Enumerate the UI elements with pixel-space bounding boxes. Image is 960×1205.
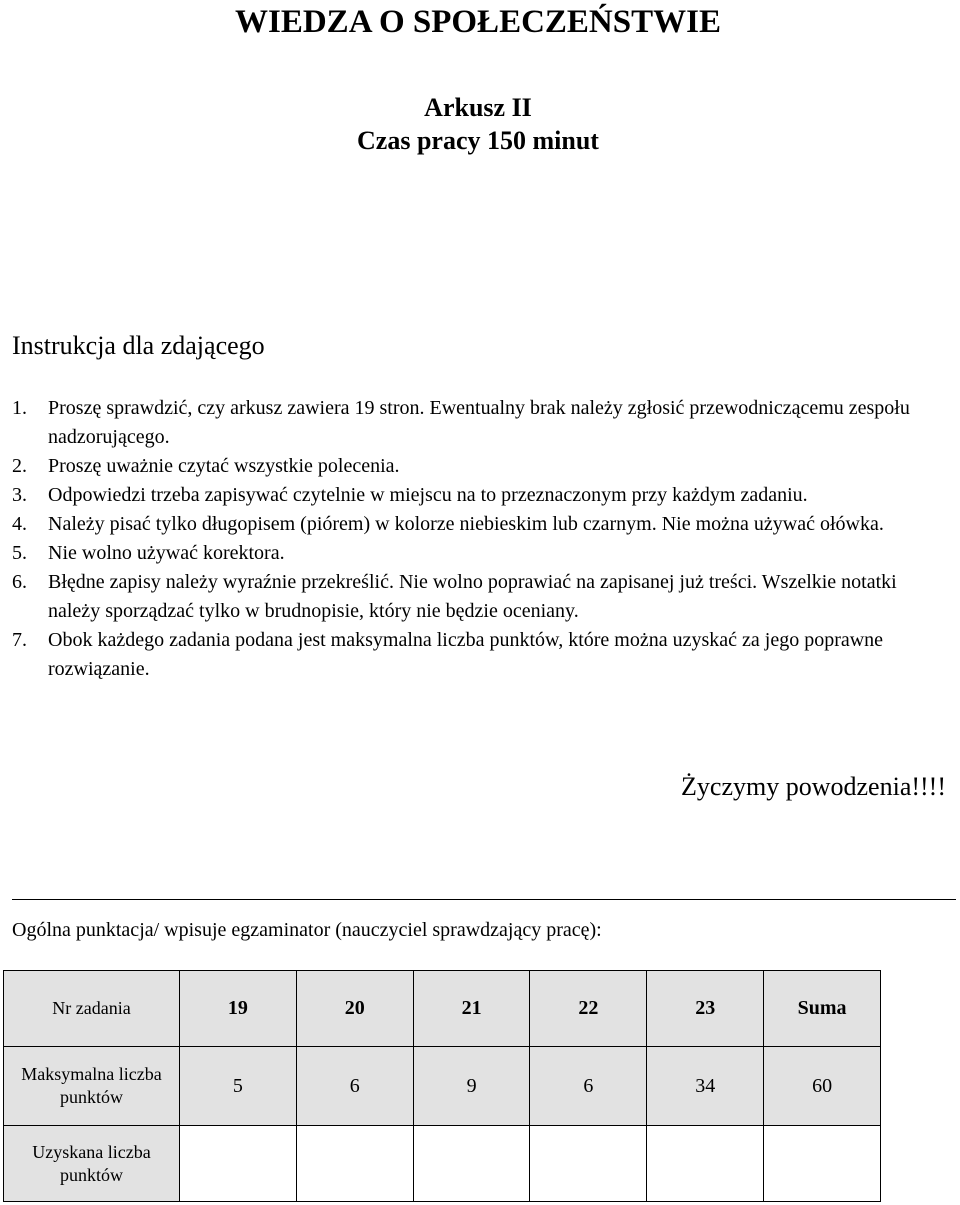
time-label: Czas pracy 150 minut: [357, 126, 599, 155]
instruction-text: Błędne zapisy należy wyraźnie przekreślić. Nie wolno poprawiać na zapisanej już treści. Wszelkie notatki należy sporządzać tylko w brudnopisie, który nie będzie oceniany.: [48, 571, 897, 622]
instruction-text: Odpowiedzi trzeba zapisywać czytelnie w miejscu na to przeznaczonym przy każdym zadaniu.: [48, 484, 808, 506]
instruction-item: [12, 510, 942, 539]
table-row-task-numbers: [4, 971, 881, 1047]
obtained-points-cell[interactable]: [180, 1126, 297, 1202]
scoring-table: [3, 970, 881, 1202]
task-number-cell: 20: [296, 971, 413, 1047]
task-number-cell: 23: [647, 971, 764, 1047]
obtained-points-cell[interactable]: [530, 1126, 647, 1202]
good-luck-message: Życzymy powodzenia!!!!: [681, 772, 946, 801]
task-number-cell: 22: [530, 971, 647, 1047]
instruction-item: [12, 481, 942, 510]
instruction-number: 3.: [12, 484, 27, 506]
max-points-cell: 6: [296, 1047, 413, 1126]
max-points-cell: 34: [647, 1047, 764, 1126]
task-number-cell: 19: [180, 971, 297, 1047]
instruction-number: 4.: [12, 513, 27, 535]
instruction-text: Nie wolno używać korektora.: [48, 542, 285, 564]
max-points-cell: 5: [180, 1047, 297, 1126]
instruction-text: Proszę sprawdzić, czy arkusz zawiera 19 stron. Ewentualny brak należy zgłosić przewodniczącemu zespołu nadzorującego.: [48, 397, 910, 448]
obtained-points-cell[interactable]: [647, 1126, 764, 1202]
instruction-item: [12, 539, 942, 568]
max-points-cell: 6: [530, 1047, 647, 1126]
scoring-label: Ogólna punktacja/ wpisuje egzaminator (nauczyciel sprawdzający pracę):: [12, 919, 602, 941]
instructions-list: [12, 394, 942, 684]
row-header-obtained-points: Uzyskana liczba punktów: [4, 1126, 180, 1202]
table-row-max-points: [4, 1047, 881, 1126]
instruction-text: Należy pisać tylko długopisem (piórem) w kolorze niebieskim lub czarnym. Nie można używać ołówka.: [48, 513, 884, 535]
obtained-points-sum-cell[interactable]: [764, 1126, 881, 1202]
instruction-item: [12, 452, 942, 481]
obtained-points-cell[interactable]: [413, 1126, 530, 1202]
max-points-sum-cell: 60: [764, 1047, 881, 1126]
instruction-number: 2.: [12, 455, 27, 477]
instructions-heading: Instrukcja dla zdającego: [12, 331, 265, 360]
row-header-task-number: Nr zadania: [4, 971, 180, 1047]
instruction-text: Obok każdego zadania podana jest maksymalna liczba punktów, które można uzyskać za jego poprawne rozwiązanie.: [48, 629, 884, 680]
task-number-cell: 21: [413, 971, 530, 1047]
instruction-item: [12, 394, 942, 452]
document-title: WIEDZA O SPOŁECZEŃSTWIE: [235, 4, 721, 40]
instruction-number: 6.: [12, 571, 27, 593]
sum-header-cell: Suma: [764, 971, 881, 1047]
instruction-number: 7.: [12, 629, 27, 651]
obtained-points-cell[interactable]: [296, 1126, 413, 1202]
table-row-obtained-points: [4, 1126, 881, 1202]
max-points-cell: 9: [413, 1047, 530, 1126]
row-header-max-points: Maksymalna liczba punktów: [4, 1047, 180, 1126]
instruction-number: 1.: [12, 397, 27, 419]
instruction-item: [12, 626, 942, 684]
instruction-number: 5.: [12, 542, 27, 564]
sheet-label: Arkusz II: [424, 93, 532, 122]
divider-line: [12, 899, 956, 900]
instruction-text: Proszę uważnie czytać wszystkie polecenia.: [48, 455, 400, 477]
instruction-item: [12, 568, 942, 626]
